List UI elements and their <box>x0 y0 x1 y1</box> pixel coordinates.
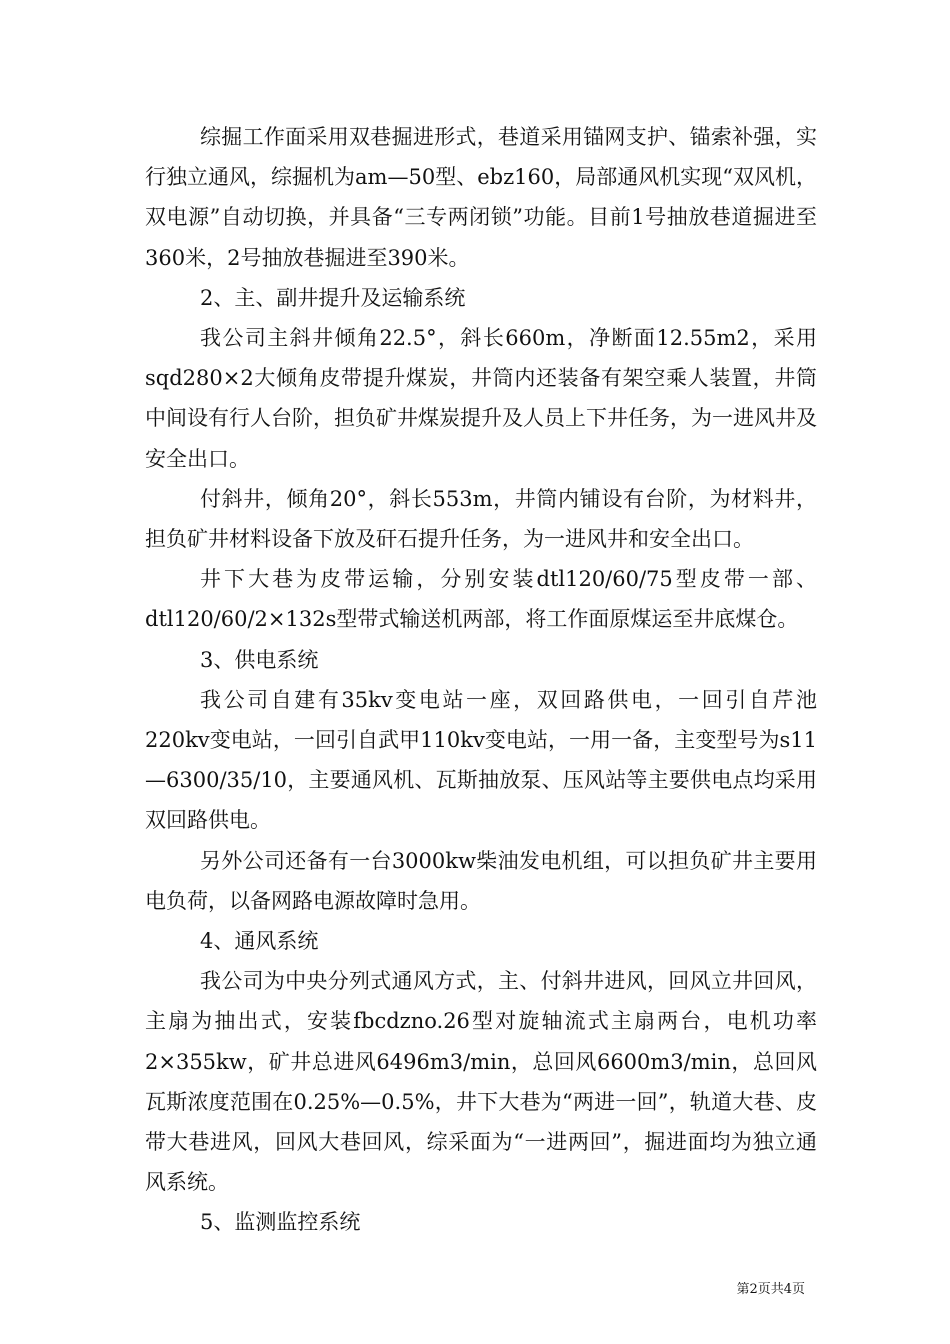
paragraph-ventilation-system: 我公司为中央分列式通风方式，主、付斜井进风，回风立井回风，主扇为抽出式，安装fbcdzno.26型对旋轴流式主扇两台，电机功率2×355kw，矿井总进风6496m3/min，总回风6600m3/min，总回风瓦斯浓度范围在0.25%—0.5%，井下大巷为“两进一回”，轨道大巷、皮带大巷进风，回风大巷回风，综采面为“一进两回”，掘进面均为独立通风系统。 <box>145 969 817 1195</box>
paragraph-auxiliary-inclined-shaft: 付斜井，倾角20°，斜长553m，井筒内铺设有台阶，为材料井，担负矿井材料设备下放及矸石提升任务，为一进风井和安全出口。 <box>145 486 817 552</box>
paragraph-belt-transport: 井下大巷为皮带运输，分别安装dtl120/60/75型皮带一部、dtl120/60/2×132s型带式输送机两部，将工作面原煤运至井底煤仓。 <box>145 567 817 632</box>
paragraph-substation: 我公司自建有35kv变电站一座，双回路供电，一回引自芹池220kv变电站，一回引自武甲110kv变电站，一用一备，主变型号为s11—6300/35/10，主要通风机、瓦斯抽放泵、压风站等主要供电点均采用双回路供电。 <box>145 687 817 833</box>
document-body <box>145 117 817 1243</box>
paragraph-main-inclined-shaft: 我公司主斜井倾角22.5°，斜长660m，净断面12.55m2，采用sqd280×2大倾角皮带提升煤炭，井筒内还装备有架空乘人装置，井筒中间设有行人台阶，担负矿井煤炭提升及人员上下井任务，为一进风井及安全出口。 <box>145 326 817 471</box>
paragraph-diesel-generator: 另外公司还备有一台3000kw柴油发电机组，可以担负矿井主要用电负荷，以备网路电源故障时急用。 <box>145 848 817 913</box>
section-heading-ventilation: 4、通风系统 <box>200 929 319 954</box>
section-heading-power-supply: 3、供电系统 <box>200 647 319 672</box>
paragraph-excavation-face: 综掘工作面采用双巷掘进形式，巷道采用锚网支护、锚索补强，实行独立通风，综掘机为am—50型、ebz160，局部通风机实现“双风机，双电源”自动切换，并具备“三专两闭锁”功能。目前1号抽放巷道掘进至360米，2号抽放巷掘进至390米。 <box>145 125 817 270</box>
section-heading-hoisting-transport: 2、主、副井提升及运输系统 <box>200 285 466 310</box>
section-heading-monitoring: 5、监测监控系统 <box>200 1210 361 1235</box>
page-number-footer: 第2页共4页 <box>736 1282 805 1297</box>
